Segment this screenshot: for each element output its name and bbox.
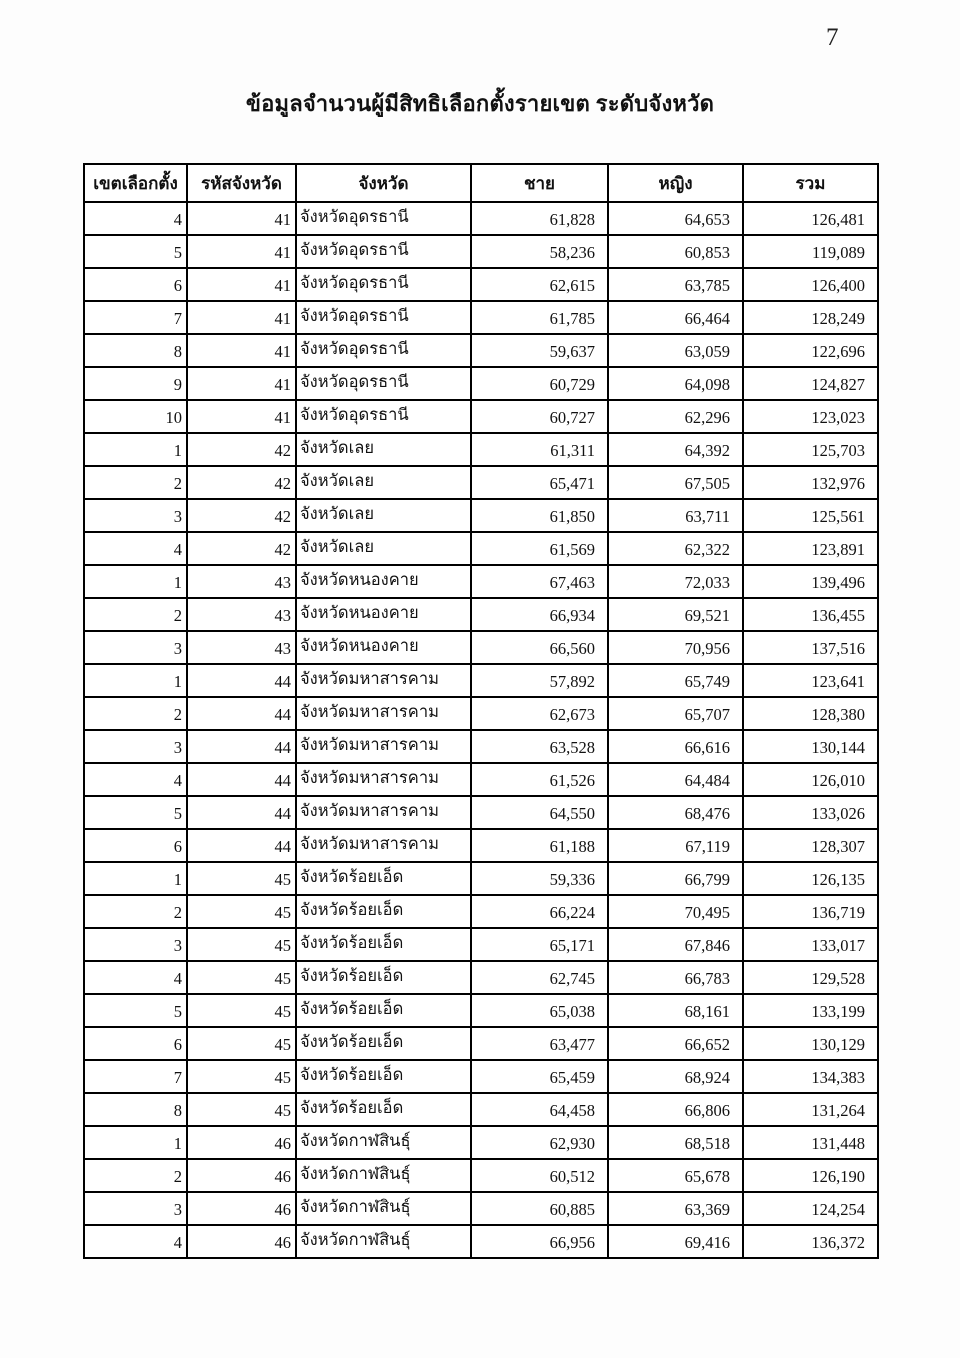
table-row: [84, 895, 878, 928]
table-cell: จังหวัดร้อยเอ็ด: [296, 862, 471, 895]
table-cell: 65,471: [471, 466, 608, 499]
table-cell: จังหวัดเลย: [296, 433, 471, 466]
table-cell: 1: [84, 1126, 187, 1159]
table-cell: จังหวัดมหาสารคาม: [296, 664, 471, 697]
table-cell: 126,190: [743, 1159, 878, 1192]
table-cell: จังหวัดอุดรธานี: [296, 235, 471, 268]
table-header: [84, 164, 878, 202]
table-cell: จังหวัดร้อยเอ็ด: [296, 1093, 471, 1126]
table-row: [84, 994, 878, 1027]
table-cell: 5: [84, 796, 187, 829]
table-row: [84, 499, 878, 532]
table-cell: 63,785: [608, 268, 743, 301]
table-cell: 126,400: [743, 268, 878, 301]
table-cell: 44: [187, 664, 296, 697]
table-cell: 136,719: [743, 895, 878, 928]
table-cell: 45: [187, 1093, 296, 1126]
table-cell: 62,745: [471, 961, 608, 994]
voters-table: [83, 163, 879, 1259]
table-row: [84, 664, 878, 697]
table-row: [84, 1192, 878, 1225]
table-cell: 42: [187, 532, 296, 565]
table-cell: 63,528: [471, 730, 608, 763]
table-cell: 128,380: [743, 697, 878, 730]
table-cell: จังหวัดร้อยเอ็ด: [296, 928, 471, 961]
table-cell: 66,560: [471, 631, 608, 664]
table-cell: 4: [84, 202, 187, 235]
table-cell: 133,199: [743, 994, 878, 1027]
table-cell: 4: [84, 763, 187, 796]
table-cell: 59,336: [471, 862, 608, 895]
table-cell: 45: [187, 1027, 296, 1060]
table-cell: จังหวัดมหาสารคาม: [296, 697, 471, 730]
table-cell: 62,673: [471, 697, 608, 730]
table-cell: 44: [187, 763, 296, 796]
table-row: [84, 763, 878, 796]
table-cell: จังหวัดเลย: [296, 532, 471, 565]
table-cell: จังหวัดหนองคาย: [296, 598, 471, 631]
table-row: [84, 433, 878, 466]
table-cell: 61,850: [471, 499, 608, 532]
table-cell: 126,135: [743, 862, 878, 895]
table-cell: 126,010: [743, 763, 878, 796]
table-cell: 65,459: [471, 1060, 608, 1093]
table-cell: 46: [187, 1126, 296, 1159]
table-cell: จังหวัดกาฬสินธุ์: [296, 1192, 471, 1225]
table-cell: 45: [187, 994, 296, 1027]
table-cell: 10: [84, 400, 187, 433]
table-cell: 67,846: [608, 928, 743, 961]
table-cell: 66,616: [608, 730, 743, 763]
table-cell: 3: [84, 1192, 187, 1225]
table-cell: 41: [187, 400, 296, 433]
table-cell: จังหวัดร้อยเอ็ด: [296, 1027, 471, 1060]
table-cell: 46: [187, 1192, 296, 1225]
table-cell: 68,476: [608, 796, 743, 829]
table-cell: จังหวัดเลย: [296, 466, 471, 499]
table-cell: 61,311: [471, 433, 608, 466]
table-cell: 43: [187, 565, 296, 598]
table-cell: 66,652: [608, 1027, 743, 1060]
table-cell: 46: [187, 1159, 296, 1192]
table-cell: 69,521: [608, 598, 743, 631]
table-header-row: [84, 164, 878, 202]
table-cell: 126,481: [743, 202, 878, 235]
table-cell: 65,749: [608, 664, 743, 697]
table-cell: จังหวัดอุดรธานี: [296, 400, 471, 433]
table-cell: 46: [187, 1225, 296, 1258]
table-cell: 1: [84, 862, 187, 895]
table-cell: 64,653: [608, 202, 743, 235]
table-cell: 61,569: [471, 532, 608, 565]
table-cell: 66,956: [471, 1225, 608, 1258]
table-cell: 44: [187, 697, 296, 730]
table-cell: จังหวัดหนองคาย: [296, 565, 471, 598]
table-cell: 42: [187, 433, 296, 466]
table-cell: 61,188: [471, 829, 608, 862]
table-cell: 60,512: [471, 1159, 608, 1192]
table-cell: 125,703: [743, 433, 878, 466]
table-cell: 60,729: [471, 367, 608, 400]
table-cell: 4: [84, 1225, 187, 1258]
table-cell: 8: [84, 334, 187, 367]
table-cell: จังหวัดมหาสารคาม: [296, 730, 471, 763]
table-cell: 64,458: [471, 1093, 608, 1126]
column-header-province-code: รหัสจังหวัด: [187, 164, 296, 202]
table-cell: 60,853: [608, 235, 743, 268]
table-cell: 45: [187, 928, 296, 961]
table-cell: จังหวัดหนองคาย: [296, 631, 471, 664]
table-cell: 45: [187, 1060, 296, 1093]
table-cell: 59,637: [471, 334, 608, 367]
column-header-female: หญิง: [608, 164, 743, 202]
table-cell: จังหวัดอุดรธานี: [296, 301, 471, 334]
table-cell: 124,827: [743, 367, 878, 400]
table-row: [84, 1126, 878, 1159]
table-cell: 7: [84, 301, 187, 334]
table-cell: 129,528: [743, 961, 878, 994]
table-row: [84, 268, 878, 301]
table-cell: 133,017: [743, 928, 878, 961]
table-cell: 62,930: [471, 1126, 608, 1159]
table-cell: 128,249: [743, 301, 878, 334]
table-cell: 70,956: [608, 631, 743, 664]
column-header-province: จังหวัด: [296, 164, 471, 202]
table-cell: 3: [84, 499, 187, 532]
table-row: [84, 235, 878, 268]
table-cell: 123,641: [743, 664, 878, 697]
table-cell: 68,518: [608, 1126, 743, 1159]
table-cell: 123,023: [743, 400, 878, 433]
table-cell: 63,477: [471, 1027, 608, 1060]
table-cell: 1: [84, 664, 187, 697]
table-cell: 66,783: [608, 961, 743, 994]
table-cell: จังหวัดกาฬสินธุ์: [296, 1159, 471, 1192]
table-cell: 45: [187, 895, 296, 928]
table-cell: 43: [187, 598, 296, 631]
table-cell: 67,463: [471, 565, 608, 598]
table-cell: 60,727: [471, 400, 608, 433]
table-row: [84, 796, 878, 829]
table-cell: 64,392: [608, 433, 743, 466]
table-cell: 60,885: [471, 1192, 608, 1225]
column-header-male: ชาย: [471, 164, 608, 202]
table-cell: จังหวัดร้อยเอ็ด: [296, 895, 471, 928]
table-body: [84, 202, 878, 1258]
table-cell: 63,059: [608, 334, 743, 367]
table-cell: 70,495: [608, 895, 743, 928]
table-cell: 5: [84, 994, 187, 1027]
table-cell: 137,516: [743, 631, 878, 664]
table-cell: 41: [187, 367, 296, 400]
table-row: [84, 334, 878, 367]
table-cell: จังหวัดอุดรธานี: [296, 367, 471, 400]
table-cell: 6: [84, 268, 187, 301]
table-cell: 63,711: [608, 499, 743, 532]
table-cell: 3: [84, 928, 187, 961]
table-cell: 62,615: [471, 268, 608, 301]
table-row: [84, 202, 878, 235]
table-cell: 65,678: [608, 1159, 743, 1192]
table-cell: 66,799: [608, 862, 743, 895]
table-cell: 136,372: [743, 1225, 878, 1258]
table-cell: 1: [84, 565, 187, 598]
table-cell: 63,369: [608, 1192, 743, 1225]
table-cell: 132,976: [743, 466, 878, 499]
table-cell: 1: [84, 433, 187, 466]
table-row: [84, 928, 878, 961]
table-cell: 123,891: [743, 532, 878, 565]
table-cell: 2: [84, 466, 187, 499]
table-cell: 4: [84, 961, 187, 994]
table-cell: 134,383: [743, 1060, 878, 1093]
table-row: [84, 1093, 878, 1126]
table-cell: 139,496: [743, 565, 878, 598]
table-cell: 2: [84, 697, 187, 730]
table-row: [84, 697, 878, 730]
table-cell: 133,026: [743, 796, 878, 829]
table-cell: 65,171: [471, 928, 608, 961]
table-cell: 6: [84, 1027, 187, 1060]
table-cell: 67,119: [608, 829, 743, 862]
table-cell: 64,484: [608, 763, 743, 796]
table-cell: 65,038: [471, 994, 608, 1027]
table-cell: 131,264: [743, 1093, 878, 1126]
table-cell: 8: [84, 1093, 187, 1126]
table-row: [84, 1159, 878, 1192]
table-cell: 61,785: [471, 301, 608, 334]
page-title: ข้อมูลจำนวนผู้มีสิทธิเลือกตั้งรายเขต ระดับจังหวัด: [245, 91, 715, 116]
table-cell: 3: [84, 730, 187, 763]
table-row: [84, 598, 878, 631]
table-row: [84, 1027, 878, 1060]
table-cell: 41: [187, 202, 296, 235]
table-cell: จังหวัดอุดรธานี: [296, 334, 471, 367]
table-cell: 67,505: [608, 466, 743, 499]
table-row: [84, 631, 878, 664]
table-cell: 66,934: [471, 598, 608, 631]
table-cell: 69,416: [608, 1225, 743, 1258]
table-row: [84, 565, 878, 598]
table-cell: 7: [84, 1060, 187, 1093]
table-cell: จังหวัดมหาสารคาม: [296, 763, 471, 796]
table-cell: 3: [84, 631, 187, 664]
table-cell: 2: [84, 895, 187, 928]
table-cell: 9: [84, 367, 187, 400]
table-cell: 58,236: [471, 235, 608, 268]
table-cell: 41: [187, 235, 296, 268]
table-row: [84, 862, 878, 895]
table-cell: 44: [187, 730, 296, 763]
table-cell: 5: [84, 235, 187, 268]
table-cell: 65,707: [608, 697, 743, 730]
table-cell: 41: [187, 334, 296, 367]
table-cell: 66,464: [608, 301, 743, 334]
table-cell: 66,224: [471, 895, 608, 928]
table-cell: 44: [187, 796, 296, 829]
table-cell: 41: [187, 301, 296, 334]
table-cell: 68,161: [608, 994, 743, 1027]
table-cell: 42: [187, 466, 296, 499]
table-cell: จังหวัดมหาสารคาม: [296, 829, 471, 862]
table-cell: จังหวัดกาฬสินธุ์: [296, 1126, 471, 1159]
table-row: [84, 829, 878, 862]
table-row: [84, 466, 878, 499]
column-header-district: เขตเลือกตั้ง: [84, 164, 187, 202]
table-cell: 122,696: [743, 334, 878, 367]
table-cell: 124,254: [743, 1192, 878, 1225]
table-cell: 128,307: [743, 829, 878, 862]
table-cell: 2: [84, 598, 187, 631]
table-cell: 61,828: [471, 202, 608, 235]
table-row: [84, 961, 878, 994]
table-row: [84, 301, 878, 334]
table-cell: 64,098: [608, 367, 743, 400]
table-cell: จังหวัดเลย: [296, 499, 471, 532]
column-header-total: รวม: [743, 164, 878, 202]
table-cell: 42: [187, 499, 296, 532]
table-cell: 62,322: [608, 532, 743, 565]
table-cell: 66,806: [608, 1093, 743, 1126]
table-row: [84, 1060, 878, 1093]
table-row: [84, 532, 878, 565]
table-row: [84, 1225, 878, 1258]
table-cell: 43: [187, 631, 296, 664]
table-cell: 72,033: [608, 565, 743, 598]
table-cell: 130,129: [743, 1027, 878, 1060]
table-cell: 2: [84, 1159, 187, 1192]
page-number: 7: [826, 24, 839, 51]
table-cell: 62,296: [608, 400, 743, 433]
table-cell: จังหวัดร้อยเอ็ด: [296, 1060, 471, 1093]
table-cell: 41: [187, 268, 296, 301]
table-cell: 44: [187, 829, 296, 862]
table-cell: 131,448: [743, 1126, 878, 1159]
table-cell: จังหวัดมหาสารคาม: [296, 796, 471, 829]
table-cell: จังหวัดอุดรธานี: [296, 202, 471, 235]
table-cell: 68,924: [608, 1060, 743, 1093]
table-cell: 125,561: [743, 499, 878, 532]
table-cell: 57,892: [471, 664, 608, 697]
table-cell: จังหวัดร้อยเอ็ด: [296, 994, 471, 1027]
table-cell: 6: [84, 829, 187, 862]
table-cell: จังหวัดกาฬสินธุ์: [296, 1225, 471, 1258]
table-cell: จังหวัดร้อยเอ็ด: [296, 961, 471, 994]
table-cell: 61,526: [471, 763, 608, 796]
table-cell: 136,455: [743, 598, 878, 631]
table-cell: 45: [187, 862, 296, 895]
table-cell: 64,550: [471, 796, 608, 829]
table-cell: 4: [84, 532, 187, 565]
table-cell: จังหวัดอุดรธานี: [296, 268, 471, 301]
table-cell: 45: [187, 961, 296, 994]
table-row: [84, 400, 878, 433]
table-row: [84, 367, 878, 400]
table-cell: 119,089: [743, 235, 878, 268]
table-row: [84, 730, 878, 763]
table-cell: 130,144: [743, 730, 878, 763]
